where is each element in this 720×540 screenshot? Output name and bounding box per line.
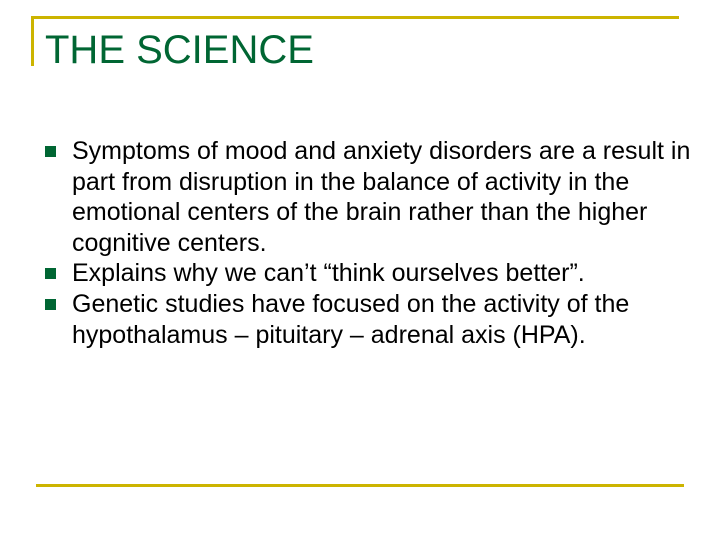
frame-bottom-line [36,484,684,487]
slide-title: THE SCIENCE [45,28,314,72]
bullet-item-genetic [45,289,695,350]
bullet-text: Genetic studies have focused on the activity of the hypothalamus – pituitary – adrenal axis (HPA). [72,289,630,349]
bullet-text: Explains why we can’t “think ourselves better”. [72,259,585,288]
frame-left-line [31,16,34,66]
square-bullet-icon [45,299,56,310]
square-bullet-icon [45,268,56,279]
bullet-list [45,136,695,350]
square-bullet-icon [45,146,56,157]
bullet-item-explains [45,258,695,289]
bullet-text: Symptoms of mood and anxiety disorders are a result in part from disruption in the balance of activity in the emotional centers of the brain rather than the higher cognitive centers. [72,137,691,257]
frame-top-line [31,16,679,19]
bullet-item-symptoms [45,136,695,258]
